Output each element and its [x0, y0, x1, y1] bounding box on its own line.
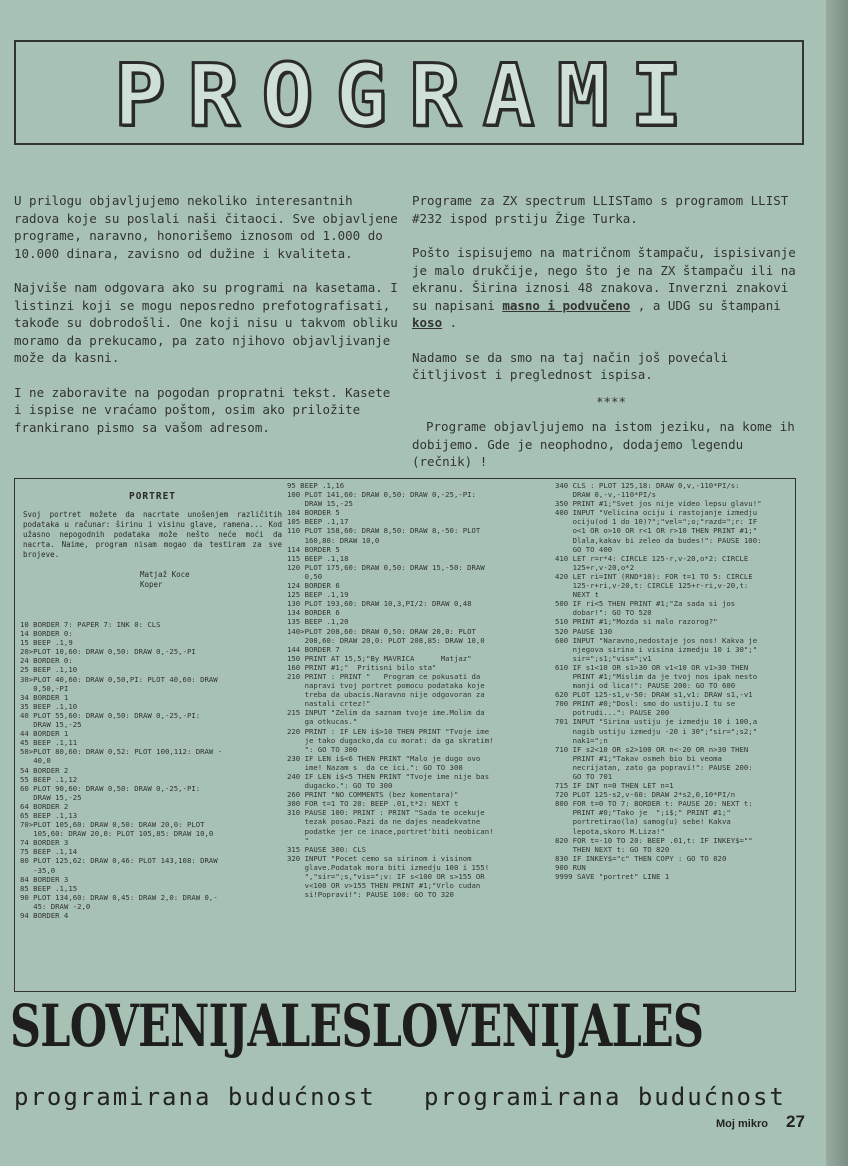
- intro-paragraph: I ne zaboravite na pogodan propratni tekst. Kasete i ispise ne vraćamo poštom, osim ako priložite frankirano pismo sa vašom adresom.: [14, 384, 391, 435]
- intro-paragraph: U prilogu objavljujemo nekoliko interesantnih radova koje su poslali naši čitaoci. Sve objavljene programe, naravno, honorišemo iznosom od 1.000 do 10.000 dinara, zavisno od dužine i kvaliteta.: [14, 193, 398, 261]
- intro-paragraph: Programe objavljujemo na istom jeziku, na kome ih dobijemo. Gde je neophodno, dodajemo legendu (rečnik) !: [412, 419, 795, 469]
- intro-left-column: [14, 192, 400, 453]
- listing-column-1: [20, 485, 285, 920]
- page-number: 27: [786, 1112, 805, 1131]
- intro-paragraph: Programe za ZX spectrum LLISTamo s programom LLIST #232 ispod prstiju Žige Turka.: [412, 193, 789, 226]
- magazine-name: Moj mikro: [716, 1118, 768, 1130]
- code-listing: 340 CLS : PLOT 125,18: DRAW 0,v,-110*PI/s: DRAW 0,-v,-110*PI/s 350 PRINT #1;"Svet jos nije video lepsu glavu!" 400 INPUT "Velicina ociju i rastojanje izmedju ociju(od 1 do 10)?";"vel=";o;"razd=";r: IF o<1 OR o>10 OR r<1 OR r>10 THEN PRINT #1;" Dlala,kakav bi zeleo da budes!": PAUSE 100: GO TO 400 410 LET r=r*4: CIRCLE 125-r,v-20,o*2: CIRCLE 125+r,v-20,o*2 420 LET ri=INT (RND*10): FOR t=1 TO 5: CIRCLE 125-r+ri,v-20,t: CIRCLE 125+r-ri,v-20,t: NEXT t 500 IF ri<5 THEN PRINT #1;"Za sada si jos dobar!": GO TO 520 510 PRINT #1;"Mozda si malo razorog?" 520 PAUSE 130 600 INPUT "Naravno,nedostaje jos nos! Kakva je njegova sirina i visina izmedju 10 i 30";" sir=";s1;"vis=";v1 610 IF s1<10 OR s1>30 OR v1<10 OR v1>30 THEN PRINT #1;"Mislim da je tvoj nos ipak nesto manji od lica!": PAUSE 200: GO TO 600 620 PLOT 125-s1,v-50: DRAW s1,v1: DRAW s1,-v1 700 PRINT #0;"Dosl: smo do ustiju.I tu se potrudi...": PAUSE 200 701 INPUT "Sirina ustiju je izmedju 10 i 100,a nagib ustiju izmedju -20 i 30";"sir=";s2;" nak1=";n 710 IF s2<10 OR s2>100 OR n<-20 OR n>30 THEN PRINT #1;"Takav osmeh bio bi veoma necrijatan, zato ga popravi!": PAUSE 200: GO TO 701 715 IF INT n=0 THEN LET n=1 720 PLOT 125-s2,v-60: DRAW 2*s2,0,10*PI/n 800 FOR t=0 TO 7: BORDER t: PAUSE 20: NEXT t: PRINT #0;"Tako je ";i$;" PRINT #1;" portretirao(la) samog(u) sebe! Kakva lepota,skoro M.Liza!" 820 FOR t=-10 TO 20: BEEP .01,t: IF INKEY$="" THEN NEXT t: GO TO 820 830 IF INKEY$="c" THEN COPY : GO TO 820 900 RUN 9999 SAVE "portret" LINE 1: [555, 481, 762, 882]
- program-author: [140, 570, 285, 590]
- program-description: Svoj portret možete da nacrtate unošenjem različitih podataka u računar: širinu i visinu glave, ramena... Kod užasno nepogodnih podataka može nešto neće moći da nacrta. Naime, program nisam mogao da testiram za sve brojeve.: [23, 510, 282, 559]
- author-city: Koper: [140, 580, 163, 589]
- footer-tagline: programirana budućnost: [14, 1083, 376, 1111]
- code-listing: 95 BEEP .1,16 100 PLOT 141,60: DRAW 0,50: DRAW 0,-25,-PI: DRAW 15,-25 104 BORDER 5 105 BEEP .1,17 110 PLOT 158,60: DRAW 8,50: DRAW 8,-50: PLOT 160,80: DRAW 10,0 114 BORDER 5 115 BEEP .1,18 120 PLOT 175,60: DRAW 0,50: DRAW 15,-50: DRAW 0,50 124 BORDER 6 125 BEEP .1,19 130 PLOT 193,60: DRAW 10,3,PI/2: DRAW 0,48 134 BORDER 6 135 BEEP .1,20 140>PLOT 208,60: DRAW 0,50: DRAW 20,0: PLOT 208,60: DRAW 20,0: PLOT 208,85: DRAW 10,0 144 BORDER 7 150 PRINT AT 15,5;"By MAVRICA Matjaz" 160 PRINT #1;" Pritisni bilo sta" 210 PRINT : PRINT " Program ce pokusati da napravi tvoj portret pomocu podataka koje treba da ubacis.Naravno nije odgovoran za nastali crtez!" 215 INPUT "Zelim da saznam tvoje ime.Molim da ga otkucas." 220 PRINT : IF LEN i$>10 THEN PRINT "Tvoje ime je tako dugacko,da cu morat: da ga skratim! ": GO TO 300 230 IF LEN i$<6 THEN PRINT "Malo je dugo ovo ime! Nazam s da ce ici.": GO TO 300 240 IF LEN i$<5 THEN PRINT "Tvoje ime nije bas dugacko.": GO TO 300 260 PRINT "NO COMMENTS (bez komentara)" 300 FOR t=1 TO 20: BEEP .01,t*2: NEXT t 310 PAUSE 100: PRINT : PRINT "Sada te ocekuje tezak posao.Pazi da ne dajes neadekvatne podatke jer ce inace,portret'biti neobican! " 315 PAUSE 300: CLS 320 INPUT "Pocet cemo sa sirinom i visinom glave.Podatak mora biti izmedju 100 i 155! ","sir=";s,"vis=";v: IF s<100 OR s>155 OR v<100 OR v>155 THEN PRINT #1;"Vrlo cudan si!Popravi!": PAUSE 100: GO TO 320: [287, 481, 494, 900]
- separator-mark: ****: [595, 393, 627, 409]
- program-listing-box: [14, 478, 796, 992]
- author-name: Matjaž Koce: [140, 570, 190, 579]
- program-title: PORTRET: [128, 491, 177, 502]
- text-run: Pošto ispisujemo na matričnom štampaču, ispisivanje je malo drukčije, nego što je na ZX štampaču ili na ekranu. Širina iznosi 48 znakova. Inverzni znakovi su napisani: [412, 245, 796, 313]
- banner: [14, 40, 804, 145]
- text-run: .: [442, 315, 458, 330]
- page-edge-shadow: [826, 0, 848, 1166]
- highlight-italic: koso: [412, 315, 443, 330]
- code-listing: 10 BORDER 7: PAPER 7: INK 0: CLS 14 BORDER 0: 15 BEEP .1,9 20>PLOT 10,60: DRAW 0,50: DRAW 0,-25,-PI 24 BORDER 0: 25 BEEP .1,10 30>PLOT 40,60: DRAW 0,50,PI: PLOT 40,60: DRAW 0,50,-PI 34 BORDER 1 35 BEEP .1,10 40 PLOT 55,60: DRAW 0,50: DRAW 0,-25,-PI: DRAW 15,-25 44 BORDER 1 45 BEEP .1,11 50>PLOT 80,60: DRAW 0,52: PLOT 100,112: DRAW - 40,0 54 BORDER 2 55 BEEP .1,12 60 PLOT 90,60: DRAW 0,50: DRAW 0,-25,-PI: DRAW 15,-25 64 BORDER 2 65 BEEP .1,13 70>PLOT 105,60: DRAW 0,50: DRAW 20,0: PLOT 105,60: DRAW 20,0: PLOT 105,85: DRAW 10,0 74 BORDER 3 75 BEEP .1,14 80 PLOT 125,62: DRAW 0,46: PLOT 143,108: DRAW -35,0 84 BORDER 3 85 BEEP .1,15 90 PLOT 134,60: DRAW 0,45: DRAW 2,0: DRAW 0,- 45: DRAW -2,0 94 BORDER 4: [20, 620, 223, 920]
- text-run: , a UDG su štampani: [630, 297, 781, 313]
- intro-paragraph: Najviše nam odgovara ako su programi na kasetama. I listinzi koji se mogu neposredno prefotografisati, takođe su dobrodošli. One koji nisu u takvom obliku moramo da prekucamo, pa zato njihovo objavljivanje može da kasni.: [14, 280, 398, 365]
- footer-tagline: programirana budućnost: [424, 1083, 786, 1111]
- highlight-bold-underlined: masno i podvučeno: [502, 297, 631, 313]
- intro-paragraph: Nadamo se da smo na taj način još povećali čitljivost i preglednost ispisa.: [412, 349, 729, 382]
- banner-title: PROGRAMI: [113, 46, 705, 146]
- intro-paragraph: [412, 244, 810, 332]
- footer-banner-title: SLOVENIJALESLOVENIJALES: [10, 992, 704, 1060]
- intro-right-column: [412, 192, 810, 488]
